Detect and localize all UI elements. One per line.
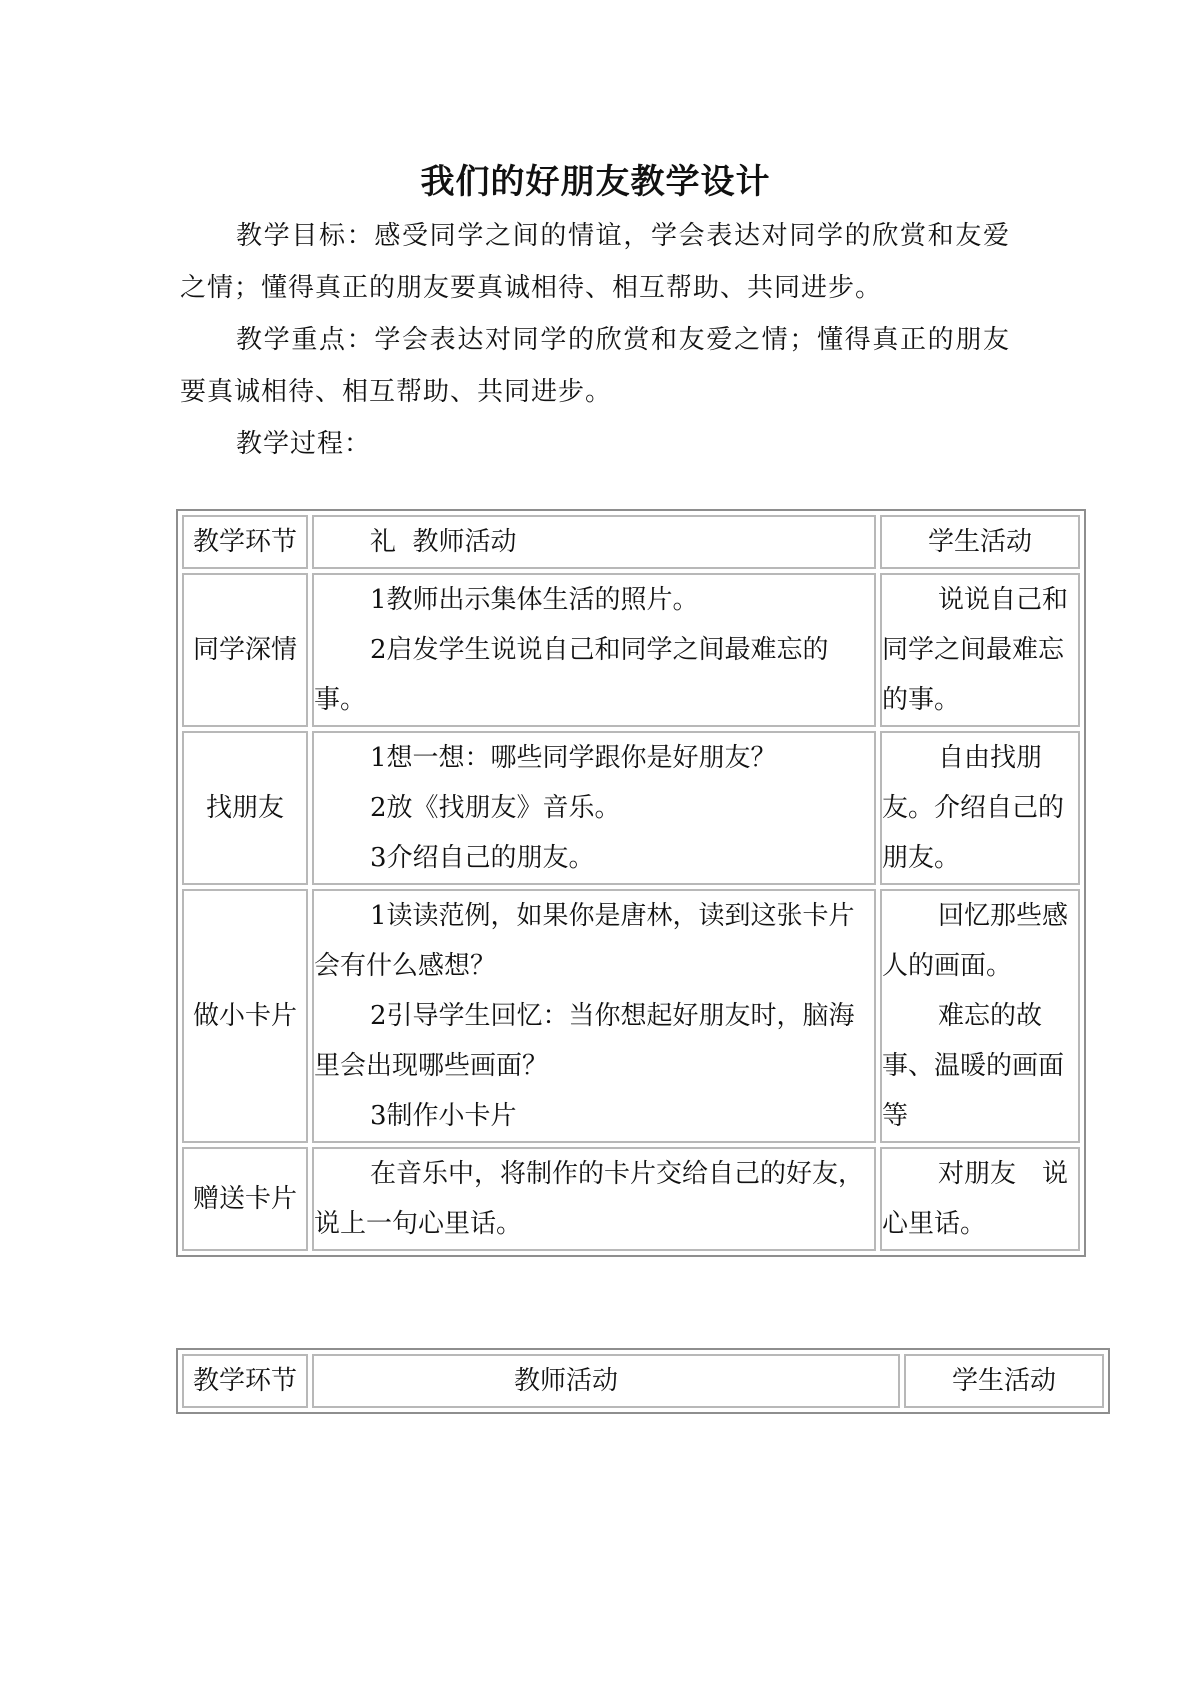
header-teacher-activity: 教师活动 <box>312 1354 900 1408</box>
student-step: 回忆那些感人的画面。 <box>882 901 1069 981</box>
student-step: 对朋友 说心里话。 <box>882 1159 1069 1239</box>
teaching-goals: 教学目标：感受同学之间的情谊，学会表达对同学的欣赏和友爱之情；懂得真正的朋友要真诚相待、相互帮助、共同进步。 <box>180 221 1010 303</box>
student-activity-cell <box>880 731 1080 885</box>
student-step: 自由找朋友。介绍自己的朋友。 <box>882 743 1065 873</box>
lesson-plan-table <box>176 509 1086 1257</box>
teacher-activity-cell <box>312 573 876 727</box>
table-row <box>182 573 1080 727</box>
teaching-process-heading: 教学过程： <box>236 429 372 459</box>
page-title: 我们的好朋友教学设计 <box>420 162 771 202</box>
teacher-activity-cell <box>312 731 876 885</box>
teacher-step: 在音乐中，将制作的卡片交给自己的好友，说上一句心里话。 <box>314 1159 865 1239</box>
student-activity-cell <box>880 1147 1080 1251</box>
header-student-activity: 学生活动 <box>904 1354 1104 1408</box>
stage-cell: 同学深情 <box>182 573 308 727</box>
stage-cell: 找朋友 <box>182 731 308 885</box>
table-header-row <box>182 515 1080 569</box>
teacher-step: 3介绍自己的朋友。 <box>370 843 595 873</box>
teacher-step: 1想一想：哪些同学跟你是好朋友？ <box>370 743 777 773</box>
teacher-activity-cell <box>312 1147 876 1251</box>
table-row <box>182 889 1080 1143</box>
teacher-step: 2启发学生说说自己和同学之间最难忘的事。 <box>314 635 829 715</box>
teacher-step: 1教师出示集体生活的照片。 <box>370 585 699 615</box>
header-teacher-activity: 礼 教师活动 <box>312 515 876 569</box>
table-header-row <box>182 1354 1104 1408</box>
lesson-plan-table-2 <box>176 1348 1110 1414</box>
teacher-step: 1读读范例，如果你是唐林，读到这张卡片会有什么感想？ <box>314 901 855 981</box>
teaching-key-points: 教学重点：学会表达对同学的欣赏和友爱之情；懂得真正的朋友要真诚相待、相互帮助、共同进步。 <box>180 325 1010 407</box>
stage-cell: 赠送卡片 <box>182 1147 308 1251</box>
student-step: 难忘的故事、温暖的画面等 <box>882 1001 1065 1131</box>
header-stage: 教学环节 <box>182 515 308 569</box>
stage-cell: 做小卡片 <box>182 889 308 1143</box>
table-row <box>182 1147 1080 1251</box>
student-activity-cell <box>880 889 1080 1143</box>
student-step: 说说自己和同学之间最难忘的事。 <box>882 585 1069 715</box>
teacher-step: 2放《找朋友》音乐。 <box>370 793 621 823</box>
student-activity-cell <box>880 573 1080 727</box>
header-student-activity: 学生活动 <box>880 515 1080 569</box>
table-row <box>182 731 1080 885</box>
teacher-activity-cell <box>312 889 876 1143</box>
teacher-step: 3制作小卡片 <box>370 1101 517 1131</box>
header-stage: 教学环节 <box>182 1354 308 1408</box>
teacher-step: 2引导学生回忆：当你想起好朋友时，脑海里会出现哪些画面？ <box>314 1001 855 1081</box>
